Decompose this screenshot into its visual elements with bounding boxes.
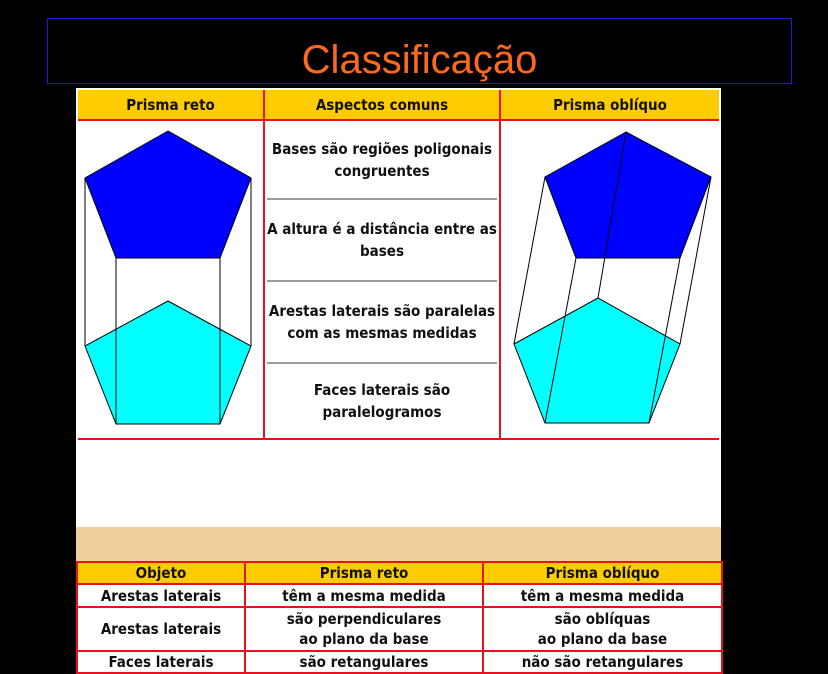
classification-panel: [76, 88, 721, 671]
table-header-row: [77, 562, 722, 584]
right-prism-cell: são perpendiculares ao plano da base: [245, 607, 483, 651]
aspect-altura: A altura é a distância entre as bases: [267, 220, 497, 260]
aspect-bases: Bases são regiões poligonais congruentes: [271, 139, 493, 180]
title-frame: [47, 18, 792, 84]
aspect-faces: Faces laterais são paralelogramos: [313, 381, 451, 421]
oblique-prism-top-base: [545, 132, 711, 258]
divider-stripe: [76, 527, 721, 561]
header-prisma-reto: Prisma reto: [245, 562, 483, 584]
right-prism-bottom-base: [85, 301, 251, 424]
header-objeto: Objeto: [77, 562, 245, 584]
comparison-table: [78, 90, 719, 527]
right-prism-illustration: [78, 121, 263, 438]
header-prisma-obliquo: Prisma oblíquo: [501, 90, 719, 121]
right-prism-cell: têm a mesma medida: [245, 584, 483, 607]
aspect-arestas: Arestas laterais são paralelas com as mesmas medidas: [268, 302, 496, 342]
properties-table: [76, 561, 723, 674]
object-cell: Arestas laterais: [77, 584, 245, 607]
table-row: [77, 651, 722, 673]
object-cell: Faces laterais: [77, 651, 245, 673]
oblique-prism-bottom-base: [514, 298, 680, 423]
header-prisma-reto: Prisma reto: [78, 90, 263, 121]
right-prism-top-base: [85, 131, 251, 258]
slide-title: Classificação: [301, 38, 538, 82]
object-cell: Arestas laterais: [77, 607, 245, 651]
oblique-prism-illustration: [501, 121, 719, 438]
table-bottom-border: [78, 438, 719, 440]
oblique-prism-cell: têm a mesma medida: [483, 584, 722, 607]
header-aspectos-comuns: Aspectos comuns: [265, 90, 499, 121]
header-prisma-obliquo: Prisma oblíquo: [483, 562, 722, 584]
table-row: [77, 607, 722, 651]
oblique-prism-cell: são oblíquas ao plano da base: [483, 607, 722, 651]
right-prism-cell: são retangulares: [245, 651, 483, 673]
oblique-prism-cell: não são retangulares: [483, 651, 722, 673]
lateral-edge: [514, 177, 545, 344]
table-row: [77, 584, 722, 607]
